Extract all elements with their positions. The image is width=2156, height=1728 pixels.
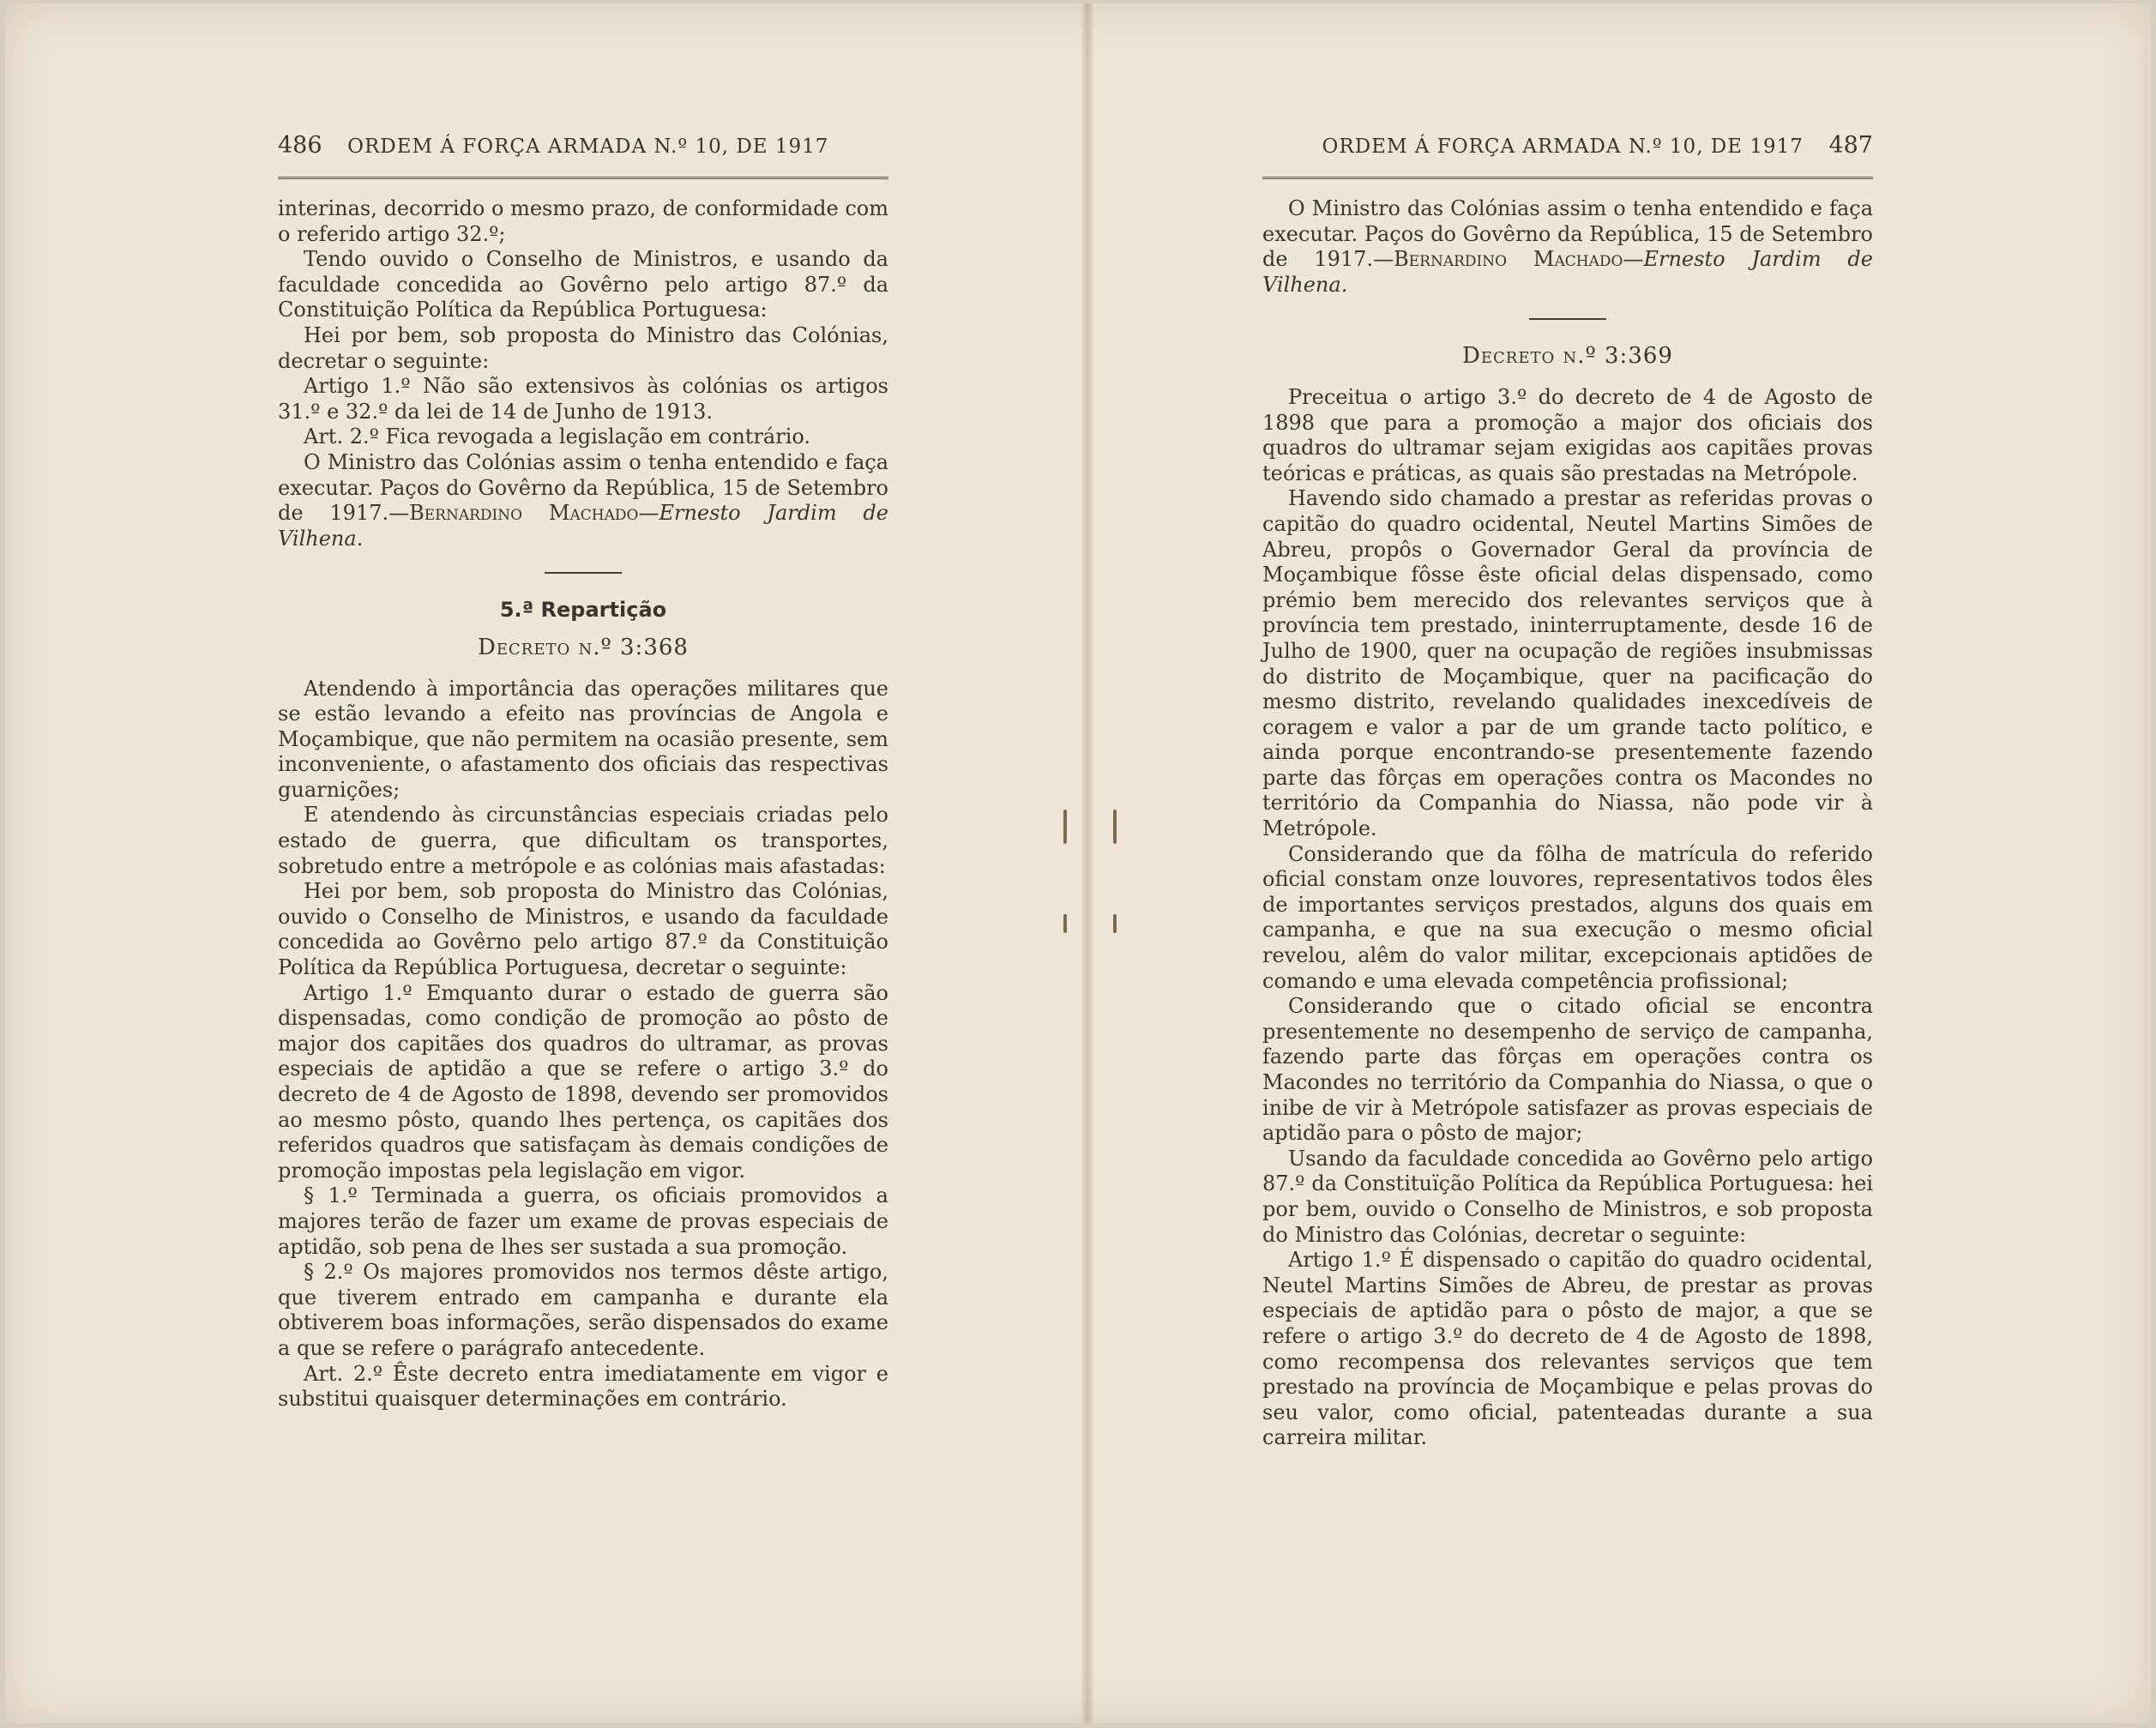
signature-president: Bernardino Machado [409, 501, 639, 526]
page-header [278, 132, 888, 179]
separator-rule [545, 572, 622, 574]
paragraph: Artigo 1.º É dispensado o capitão do quadro ocidental, Neutel Martins Simões de Abreu, de prestar as provas especiais de aptidão para o pôsto de major, a que se refere o artigo 3.º do decreto de 4 de Agosto de 1898, como recompensa dos relevantes serviços que tem prestado na província de Moçambique e pelas provas do seu valor, como oficial, patenteadas durante a sua carreira militar. [1262, 1248, 1873, 1450]
book-spread [5, 3, 2151, 1723]
paragraph: § 1.º Terminada a guerra, os oficiais promovidos a majores terão de fazer um exame de provas especiais de aptidão, sob pena de lhes ser sustada a sua promoção. [278, 1183, 888, 1259]
binding-stitch [1113, 914, 1117, 933]
running-title: ORDEM Á FORÇA ARMADA N.º 10, DE 1917 [347, 135, 829, 158]
separator-rule [1529, 318, 1606, 320]
binding-stitch [1113, 810, 1117, 844]
closing-paragraph [278, 450, 888, 551]
paragraph: Art. 2.º Fica revogada a legislação em contrário. [304, 424, 811, 449]
closing-text: O Ministro das Colónias assim o tenha entendido e faça executar. Paços do Govêrno da República, 15 de Setembro de 1917.— [1262, 196, 1873, 272]
book-spine [1081, 3, 1093, 1723]
closing-text: O Ministro das Colónias assim o tenha entendido e faça executar. Paços do Govêrno da República, 15 de Setembro de 1917.— [278, 449, 888, 526]
page-number: 486 [278, 132, 322, 159]
paragraph: E atendendo às circunstâncias especiais criadas pelo estado de guerra, que dificultam os transportes, sobretudo entre a metrópole e as colónias mais afastadas: [278, 803, 888, 878]
binding-stitch [1063, 810, 1067, 844]
paragraph: Usando da faculdade concedida ao Govêrno pelo artigo 87.º da Constituïção Política da República Portuguesa: hei por bem, ouvido o Conselho de Ministros, e sob proposta do Ministro das Colónias, decretar o seguinte: [1262, 1146, 1873, 1247]
paragraph: Hei por bem, sob proposta do Ministro das Colónias, decretar o seguinte: [278, 322, 888, 373]
paragraph: Art. 2.º Êste decreto entra imediatamente em vigor e substitui quaisquer determinações em contrário. [278, 1361, 888, 1412]
left-page [278, 132, 888, 1412]
right-page [1262, 132, 1873, 1451]
paragraph: § 2.º Os majores promovidos nos termos dêste artigo, que tiverem entrado em campanha e durante ela obtiverem boas informações, serão dispensados do exame a que se refere o parágrafo antecedente. [278, 1260, 888, 1360]
page-header [1262, 132, 1873, 179]
paragraph: Artigo 1.º Não são extensivos às colónias os artigos 31.º e 32.º da lei de 14 de Junho de 1913. [278, 374, 888, 424]
signature-minister: —Ernesto Jardim de Vilhena. [278, 501, 888, 551]
section-title: 5.ª Repartição [499, 598, 667, 623]
page-number: 487 [1828, 132, 1873, 159]
paragraph: Preceitua o artigo 3.º do decreto de 4 de Agosto de 1898 que para a promoção a major dos oficiais dos quadros do ultramar sejam exigidas aos capitães provas teóricas e práticas, as quais são prestadas na Metrópole. [1262, 384, 1873, 485]
decree-title: Decreto n.º 3:368 [478, 634, 689, 660]
decree-title: Decreto n.º 3:369 [1462, 343, 1673, 370]
page-body [1262, 196, 1873, 1451]
paragraph: Atendendo à importância das operações militares que se estão levando a efeito nas províncias de Angola e Moçambique, que não permitem na ocasião presente, sem inconveniente, o afastamento dos oficiais das respectivas guarnições; [278, 676, 888, 802]
running-title: ORDEM Á FORÇA ARMADA N.º 10, DE 1917 [1322, 135, 1804, 158]
paragraph: Tendo ouvido o Conselho de Ministros, e usando da faculdade concedida ao Govêrno pelo artigo 87.º da Constituição Política da República Portuguesa: [278, 247, 888, 322]
paragraph: Artigo 1.º Emquanto durar o estado de guerra são dispensadas, como condição de promoção ao pôsto de major dos capitães dos quadros do ultramar, as provas especiais de aptidão a que se refere o artigo 3.º do decreto de 4 de Agosto de 1898, devendo ser promovidos ao mesmo pôsto, quando lhes pertença, os capitães dos referidos quadros que satisfaçam às demais condições de promoção impostas pela legislação em vigor. [278, 980, 888, 1183]
paragraph: Havendo sido chamado a prestar as referidas provas o capitão do quadro ocidental, Neutel Martins Simões de Abreu, propôs o Governador Geral da província de Moçambique fôsse êste oficial delas dispensado, como prémio bem merecido dos relevantes serviços que à província tem prestado, ininterruptamente, desde 16 de Julho de 1900, quer na ocupação de regiões insubmissas do distrito de Moçambique, quer na pacificação do mesmo distrito, revelando qualidades inexcedíveis de coragem e valor a par de um grande tacto político, e ainda porque encontrando-se presentemente fazendo parte das fôrças em operações contra os Macondes no território da Companhia do Niassa, não pode vir à Metrópole. [1262, 486, 1873, 841]
closing-paragraph [1262, 196, 1873, 298]
signature-president: Bernardino Machado [1394, 247, 1623, 272]
paragraph: Considerando que o citado oficial se encontra presentemente no desempenho de serviço de campanha, fazendo parte das fôrças em operações contra os Macondes no território da Companhia do Niassa, o que o inibe de vir à Metrópole satisfazer as provas especiais de aptidão para o pôsto de major; [1262, 994, 1873, 1146]
binding-stitch [1063, 914, 1067, 933]
paragraph: Hei por bem, sob proposta do Ministro das Colónias, ouvido o Conselho de Ministros, e usando da faculdade concedida ao Govêrno pelo artigo 87.º da Constituição Política da República Portuguesa, decretar o seguinte: [278, 879, 888, 980]
signature-minister: —Ernesto Jardim de Vilhena. [1262, 247, 1873, 297]
page-body [278, 196, 888, 1412]
paragraph: interinas, decorrido o mesmo prazo, de conformidade com o referido artigo 32.º; [278, 196, 888, 246]
paragraph: Considerando que da fôlha de matrícula do referido oficial constam onze louvores, representativos todos êles de importantes serviços prestados, alguns dos quais em campanha, e que na sua execução o mesmo oficial revelou, alêm do valor militar, excepcionais aptidões de comando e uma elevada competência profissional; [1262, 841, 1873, 993]
